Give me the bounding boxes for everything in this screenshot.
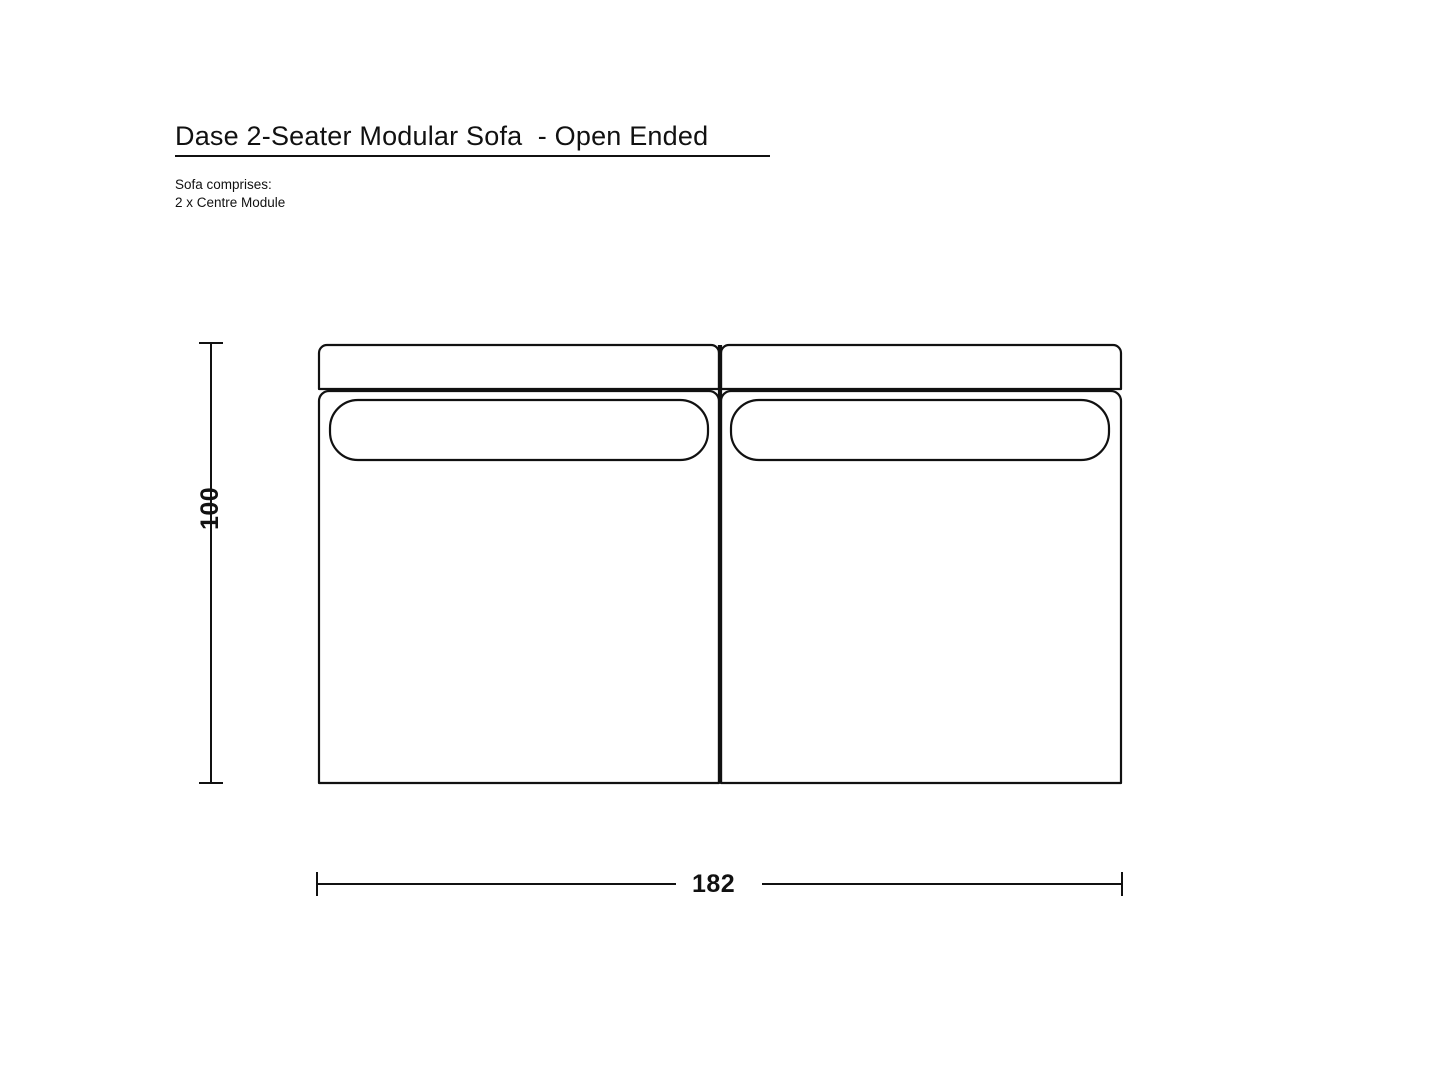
right-module-backrest <box>721 345 1121 389</box>
height-dimension <box>199 343 223 783</box>
left-module-seat-cushion <box>330 400 708 460</box>
width-dimension-label: 182 <box>692 870 736 898</box>
left-module-backrest <box>319 345 719 389</box>
comprises-items: 2 x Centre Module <box>175 194 286 210</box>
page-title: Dase 2-Seater Modular Sofa - Open Ended <box>175 121 709 151</box>
comprises-label: Sofa comprises: <box>175 177 272 192</box>
height-dimension-label: 100 <box>196 486 224 530</box>
right-module-seat-cushion <box>731 400 1109 460</box>
